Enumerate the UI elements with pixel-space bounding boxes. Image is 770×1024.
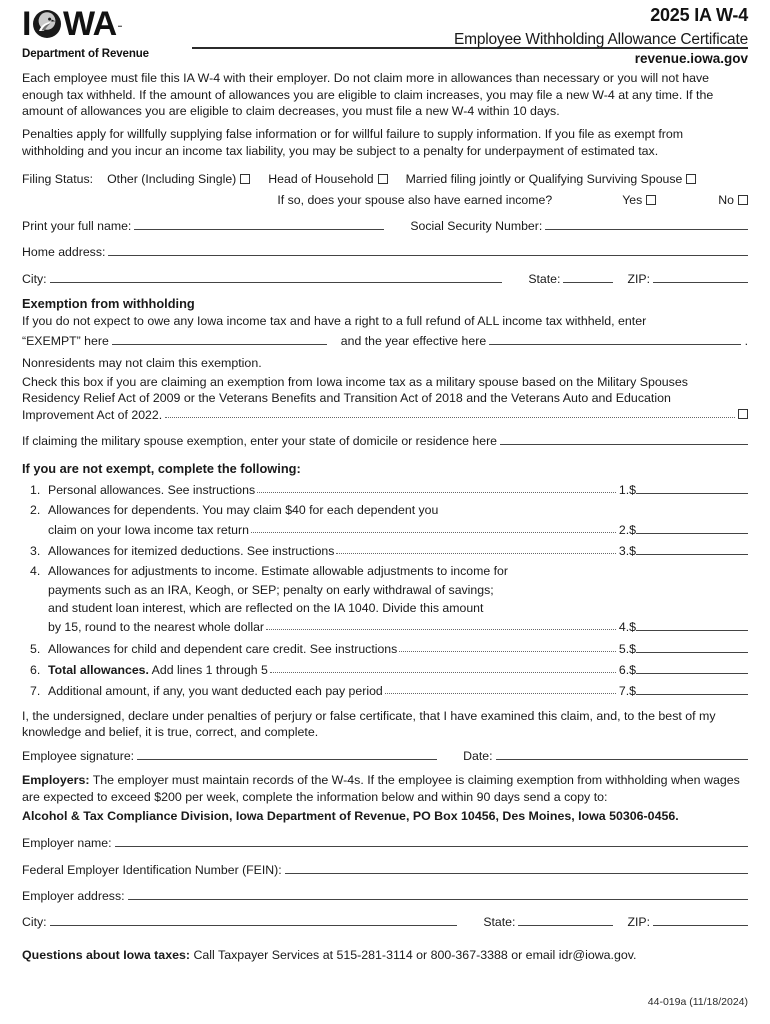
line-4-amount-input[interactable] bbox=[636, 618, 748, 631]
military-spouse-text-end: Improvement Act of 2022. bbox=[22, 408, 163, 423]
home-address-label: Home address: bbox=[22, 245, 106, 260]
line-6-number: 6. bbox=[30, 662, 41, 677]
employer-fein-row bbox=[22, 861, 748, 878]
form-title: 2025 IA W-4 bbox=[650, 5, 748, 25]
line-6-amount-input[interactable] bbox=[636, 661, 748, 674]
employer-name-label: Employer name: bbox=[22, 836, 112, 851]
form-header bbox=[22, 0, 748, 70]
line-1-number: 1. bbox=[30, 482, 41, 497]
employer-state-label: State: bbox=[483, 915, 516, 930]
checkbox-head-of-household[interactable] bbox=[378, 174, 388, 184]
line-5-number: 5. bbox=[30, 641, 41, 656]
military-spouse-text: Check this box if you are claiming an exemption from Iowa income tax as a military spouse based on the Military Spouses Residency Relief Act of 2009 or the Veterans Benefits and Transition Act of 2018 and the Veterans Auto and Education bbox=[22, 374, 688, 406]
line-3-text: Allowances for itemized deductions. See instructions bbox=[48, 543, 335, 558]
employer-state-input[interactable] bbox=[518, 913, 613, 926]
logo-trademark: .. bbox=[117, 18, 122, 29]
allowance-line-2 bbox=[22, 502, 748, 518]
header-title-block bbox=[328, 4, 748, 51]
line-4-text-3: and student loan interest, which are reflected on the IA 1040. Divide this amount bbox=[48, 600, 484, 615]
line-7-text: Additional amount, if any, you want deducted each pay period bbox=[48, 684, 383, 699]
allowance-line-4-cont-2 bbox=[22, 600, 748, 616]
questions-paragraph bbox=[22, 947, 748, 964]
line-4-number: 4. bbox=[30, 564, 41, 579]
form-code: 44-019a (11/18/2024) bbox=[647, 996, 748, 1009]
domicile-row bbox=[22, 432, 748, 449]
line-5-amount-input[interactable] bbox=[636, 640, 748, 653]
employee-home-address-row bbox=[22, 243, 748, 260]
intro-paragraph-1: Each employee must file this IA W-4 with their employer. Do not claim more in allowances than necessary or you will not have enough tax withheld. If the amount of allowances you are eligible to claim increases, you may file a new W-4 at any time. If the amount of allowances you are eligible to claim decreases, you must file a new W-4 within 10 days. bbox=[22, 71, 714, 119]
header-divider bbox=[192, 47, 748, 49]
zip-input[interactable] bbox=[653, 270, 748, 283]
state-input[interactable] bbox=[563, 270, 613, 283]
line-6-text-bold: Total allowances. bbox=[48, 662, 149, 677]
employer-zip-input[interactable] bbox=[653, 913, 748, 926]
filing-option-married bbox=[406, 171, 697, 187]
form-subtitle: Employee Withholding Allowance Certificate bbox=[453, 30, 748, 48]
allowance-line-4 bbox=[22, 563, 748, 579]
employers-bold-label: Employers: bbox=[22, 773, 90, 788]
filing-status-label: Filing Status: bbox=[22, 172, 94, 187]
logo-letter-i: I bbox=[22, 5, 31, 43]
line-1-text: Personal allowances. See instructions bbox=[48, 482, 256, 497]
logo-letters-wa: WA bbox=[62, 5, 117, 43]
allowance-line-7 bbox=[22, 682, 748, 699]
employer-address-row bbox=[22, 887, 748, 904]
line-3-number: 3. bbox=[30, 543, 41, 558]
city-input[interactable] bbox=[50, 270, 503, 283]
leader-dots bbox=[270, 664, 616, 673]
year-effective-input[interactable] bbox=[489, 332, 740, 345]
employee-signature-label: Employee signature: bbox=[22, 748, 135, 763]
line-4-text-4: by 15, round to the nearest whole dollar bbox=[48, 620, 265, 635]
allowance-line-4-cont-1 bbox=[22, 582, 748, 598]
filing-status-row bbox=[22, 171, 748, 187]
line-5-text: Allowances for child and dependent care credit. See instructions bbox=[48, 641, 398, 656]
zip-label: ZIP: bbox=[627, 271, 650, 286]
line-1-amount-label: 1.$ bbox=[618, 482, 636, 497]
line-1-amount-input[interactable] bbox=[636, 481, 748, 494]
line-2-amount-label: 2.$ bbox=[618, 522, 636, 537]
agency-url: revenue.iowa.gov bbox=[634, 51, 748, 66]
allowance-line-4-cont-3 bbox=[22, 618, 748, 635]
exempt-here-label: “EXEMPT” here bbox=[22, 333, 109, 348]
employer-fein-input[interactable] bbox=[285, 861, 748, 874]
spouse-income-yes bbox=[622, 192, 656, 208]
filing-option-other bbox=[107, 171, 250, 187]
checkbox-spouse-income-no[interactable] bbox=[738, 195, 748, 205]
employer-address-label: Employer address: bbox=[22, 889, 125, 903]
allowance-line-3 bbox=[22, 542, 748, 559]
line-3-amount-input[interactable] bbox=[636, 542, 748, 555]
filing-option-hoh bbox=[268, 171, 387, 187]
employers-mailing-address: Alcohol & Tax Compliance Division, Iowa Department of Revenue, PO Box 10456, Des Moines, Iowa 50306-0456. bbox=[22, 808, 679, 823]
date-input[interactable] bbox=[496, 747, 748, 760]
checkbox-married-filing-jointly[interactable] bbox=[686, 174, 696, 184]
declaration-text: I, the undersigned, declare under penalties of perjury or false certificate, that I have examined this claim, and, to the best of my knowledge and belief, it is true, correct, and complete. bbox=[22, 708, 716, 740]
department-name: Department of Revenue bbox=[22, 48, 149, 60]
line-6-amount-label: 6.$ bbox=[618, 662, 636, 677]
line-7-amount-label: 7.$ bbox=[618, 684, 636, 699]
checkbox-other-including-single[interactable] bbox=[240, 174, 250, 184]
line-6-text: Add lines 1 through 5 bbox=[151, 662, 268, 677]
line-2-amount-input[interactable] bbox=[636, 521, 748, 534]
employer-zip-label: ZIP: bbox=[627, 915, 650, 930]
filing-option-other-label: Other (Including Single) bbox=[107, 172, 237, 187]
line-7-number: 7. bbox=[30, 684, 41, 699]
leader-dots bbox=[251, 524, 616, 533]
full-name-label: Print your full name: bbox=[22, 219, 132, 234]
line-3-amount-label: 3.$ bbox=[618, 543, 636, 558]
allowance-line-5 bbox=[22, 640, 748, 657]
spouse-income-row bbox=[22, 192, 748, 208]
employer-city-input[interactable] bbox=[50, 913, 458, 926]
city-label: City: bbox=[22, 271, 47, 286]
exempt-period: . bbox=[744, 333, 748, 348]
employee-name-ssn-row bbox=[22, 217, 748, 234]
military-spouse-checkbox-row bbox=[22, 407, 748, 423]
home-address-input[interactable] bbox=[108, 243, 748, 256]
domicile-label: If claiming the military spouse exemption, enter your state of domicile or residence here bbox=[22, 434, 498, 449]
employee-signature-input[interactable] bbox=[137, 747, 437, 760]
iowa-logo bbox=[22, 6, 262, 62]
leader-dots bbox=[257, 484, 616, 493]
line-2-number: 2. bbox=[30, 503, 41, 518]
exemption-heading: Exemption from withholding bbox=[22, 296, 195, 312]
ssn-input[interactable] bbox=[545, 217, 748, 230]
employer-name-row bbox=[22, 834, 748, 851]
line-2-text: Allowances for dependents. You may claim $40 for each dependent you bbox=[48, 503, 439, 518]
employers-paragraph bbox=[22, 772, 748, 805]
iowa-wordmark bbox=[22, 6, 262, 42]
line-5-amount-label: 5.$ bbox=[618, 641, 636, 656]
employer-address-input[interactable] bbox=[128, 887, 748, 900]
leader-dots bbox=[266, 621, 616, 630]
nonresident-note: Nonresidents may not claim this exemption. bbox=[22, 356, 262, 371]
leader-dots bbox=[385, 685, 616, 694]
line-4-amount-label: 4.$ bbox=[618, 620, 636, 635]
leader-dots bbox=[336, 545, 616, 554]
allowance-line-6 bbox=[22, 661, 748, 678]
line-7-amount-input[interactable] bbox=[636, 682, 748, 695]
spouse-income-no bbox=[718, 192, 748, 208]
date-label: Date: bbox=[463, 748, 493, 763]
checkbox-spouse-income-yes[interactable] bbox=[646, 195, 656, 205]
exemption-line-1: If you do not expect to owe any Iowa income tax and have a right to a full refund of ALL income tax withheld, enter bbox=[22, 314, 647, 329]
full-name-input[interactable] bbox=[134, 217, 384, 230]
employee-city-state-zip-row bbox=[22, 270, 748, 287]
allowances-heading: If you are not exempt, complete the following: bbox=[22, 460, 301, 476]
ssn-label: Social Security Number: bbox=[410, 219, 543, 234]
spouse-yes-label: Yes bbox=[622, 192, 643, 207]
leader-dots bbox=[399, 643, 616, 652]
exempt-entry-row bbox=[22, 332, 748, 349]
intro-paragraph-2: Penalties apply for willfully supplying false information or for willful failure to supply information. If you file as exempt from withholding and you incur an income tax liability, you may be subject to a penalty for underpayment of estimated tax. bbox=[22, 127, 684, 158]
signature-row bbox=[22, 747, 748, 764]
year-effective-label: and the year effective here bbox=[340, 333, 487, 348]
line-2-text-2: claim on your Iowa income tax return bbox=[48, 522, 249, 537]
questions-bold-label: Questions about Iowa taxes: bbox=[22, 947, 190, 962]
employers-text: The employer must maintain records of the W-4s. If the employee is claiming exemption from withholding when wages are expected to exceed $200 per week, complete the information below and within 90 days send a copy to: bbox=[22, 773, 740, 804]
state-label: State: bbox=[528, 271, 561, 286]
spouse-income-question: If so, does your spouse also have earned income? bbox=[277, 192, 553, 207]
spouse-no-label: No bbox=[718, 192, 734, 207]
employer-city-label: City: bbox=[22, 915, 47, 930]
line-4-text-2: payments such as an IRA, Keogh, or SEP; penalty on early withdrawal of savings; bbox=[48, 582, 494, 597]
leader-dots bbox=[165, 409, 735, 418]
domicile-input[interactable] bbox=[500, 432, 748, 445]
employer-fein-label: Federal Employer Identification Number (FEIN): bbox=[22, 862, 282, 877]
filing-option-married-label: Married filing jointly or Qualifying Surviving Spouse bbox=[405, 172, 683, 187]
exempt-input[interactable] bbox=[112, 332, 327, 345]
employer-city-state-zip-row bbox=[22, 913, 748, 930]
questions-text: Call Taxpayer Services at 515-281-3114 or 800-367-3388 or email idr@iowa.gov. bbox=[193, 947, 637, 962]
filing-option-hoh-label: Head of Household bbox=[268, 172, 374, 187]
checkbox-military-spouse-exemption[interactable] bbox=[738, 409, 748, 419]
allowance-line-1 bbox=[22, 481, 748, 498]
employer-name-input[interactable] bbox=[115, 834, 748, 847]
allowance-line-2-cont bbox=[22, 521, 748, 538]
line-4-text: Allowances for adjustments to income. Estimate allowable adjustments to income for bbox=[48, 564, 508, 579]
iowa-bird-icon bbox=[32, 9, 62, 39]
